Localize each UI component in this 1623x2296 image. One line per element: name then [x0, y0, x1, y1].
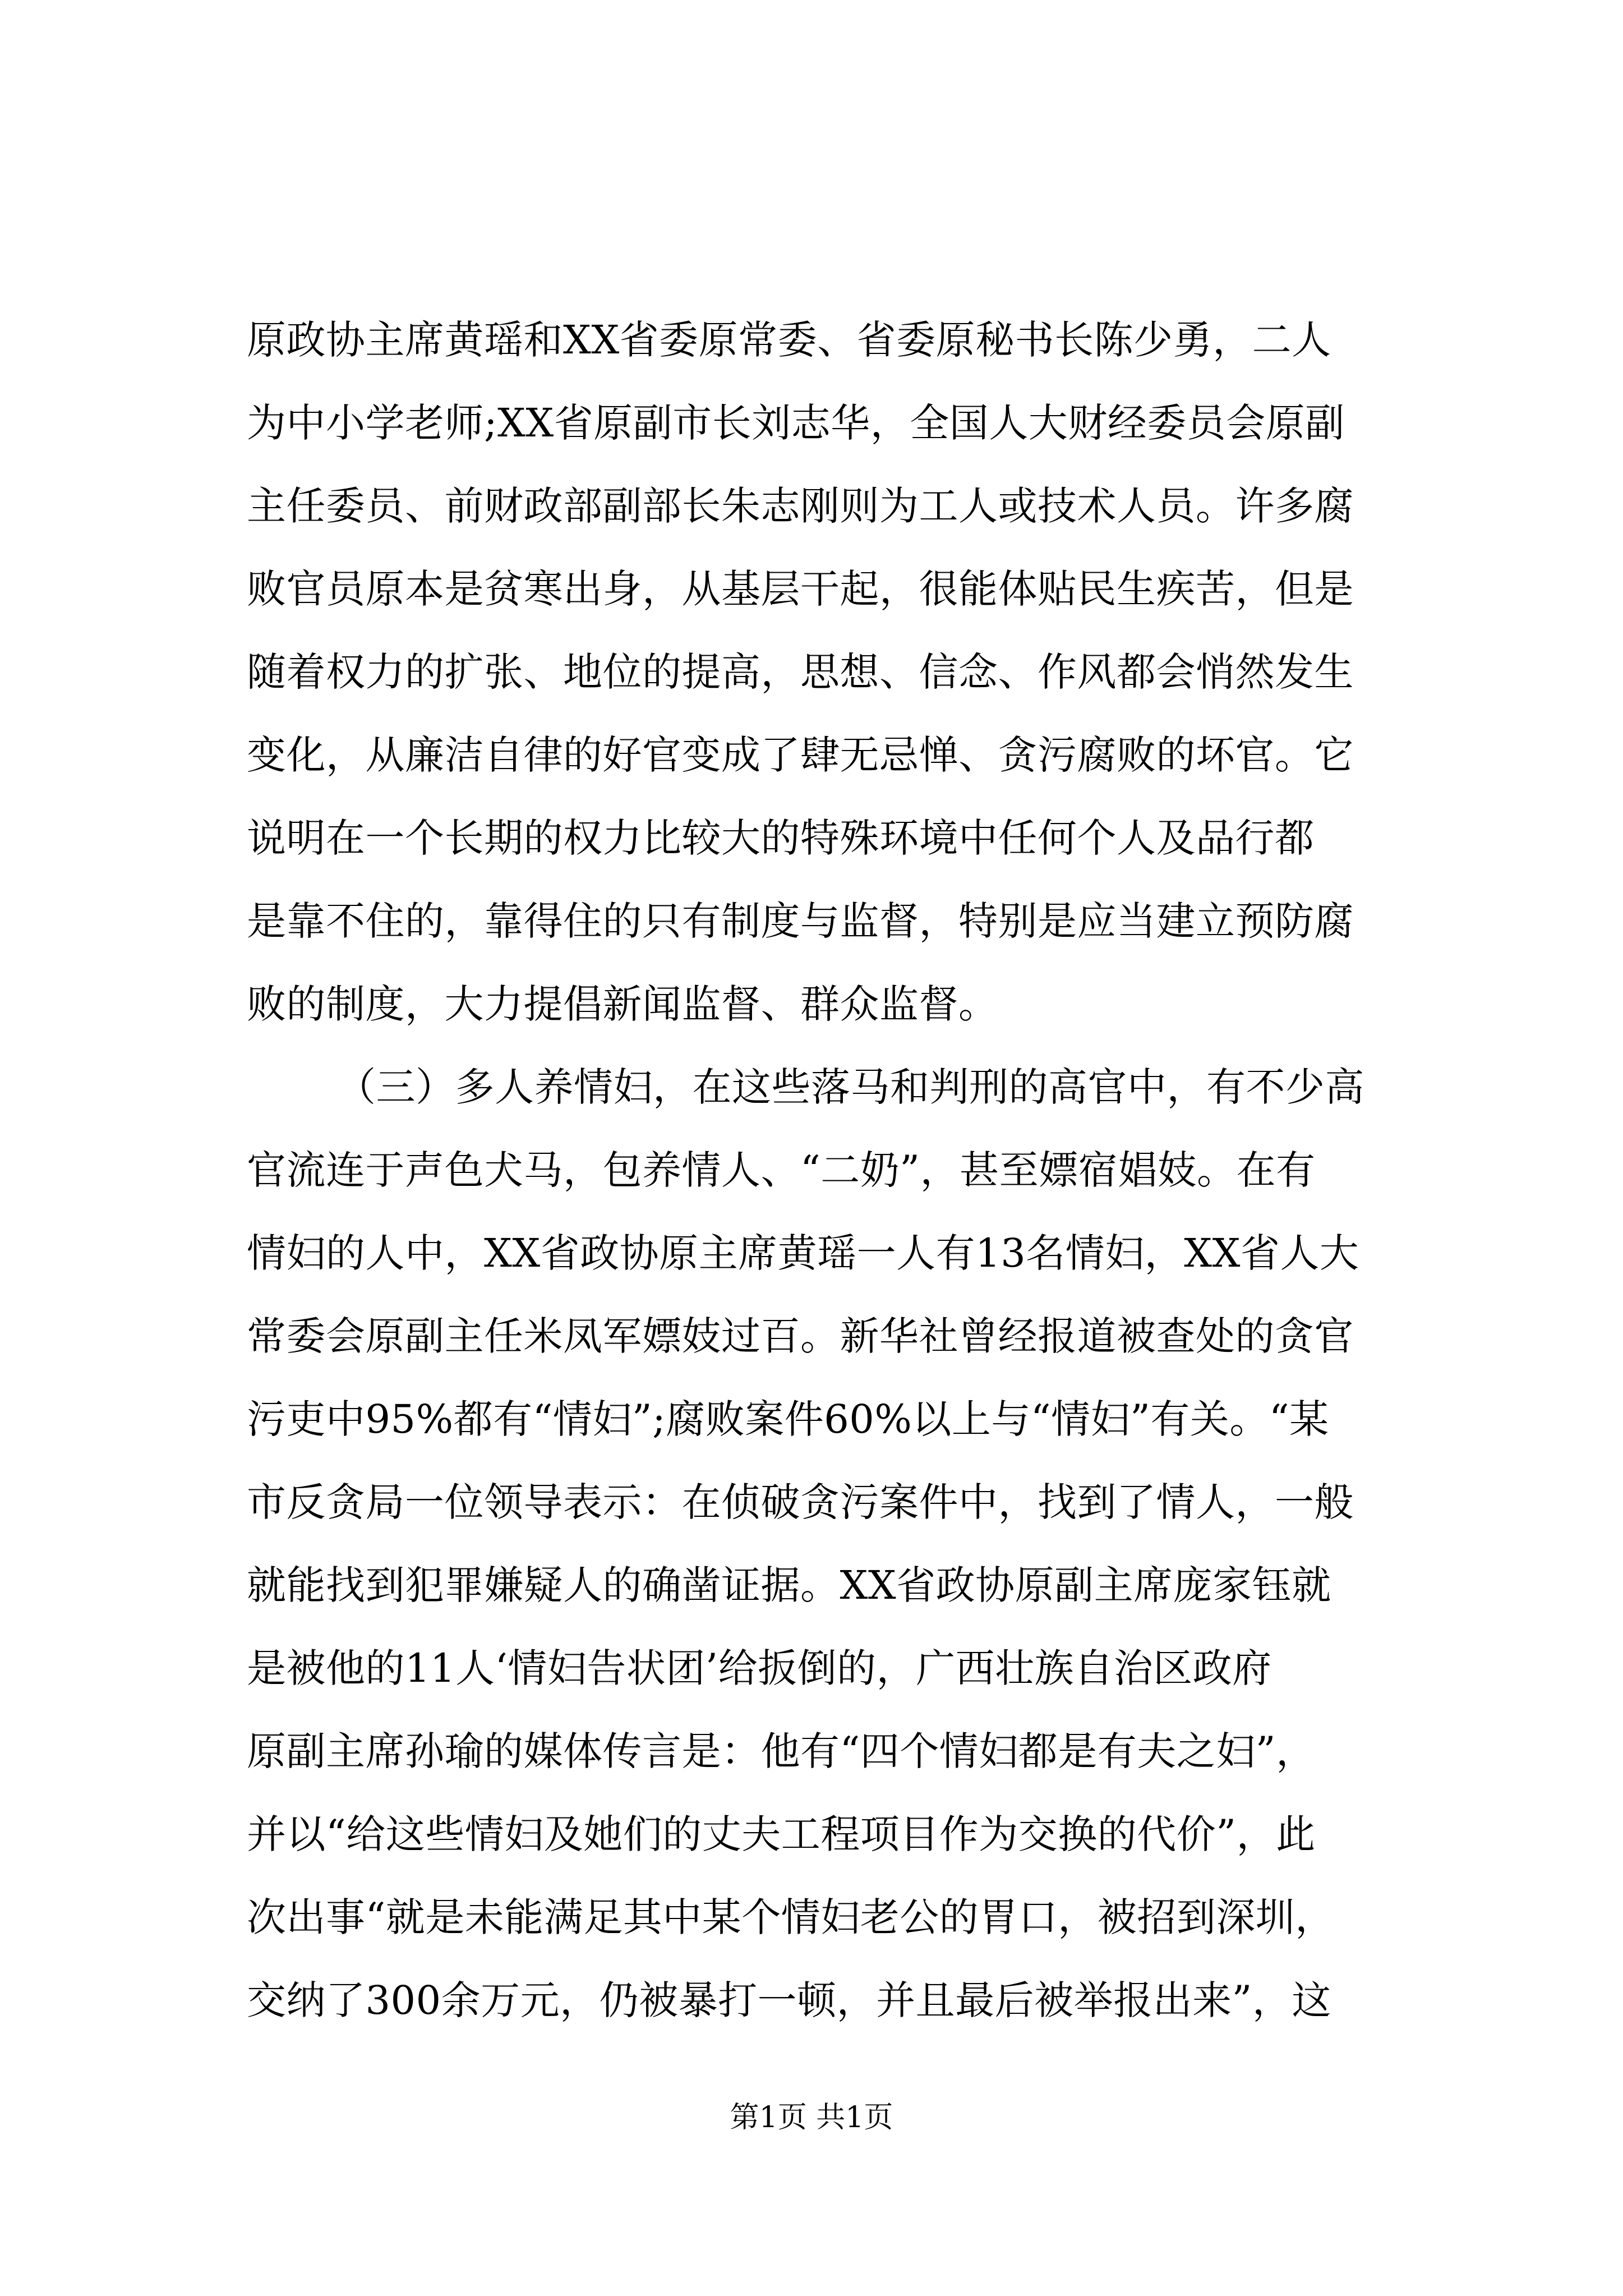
page-number-footer: 第1页 共1页: [730, 2101, 893, 2134]
text-line: 就能找到犯罪嫌疑人的确凿证据。XX省政协原副主席庞家钰就: [247, 1562, 1331, 1608]
text-line: 败官员原本是贫寒出身，从基层干起，很能体贴民生疾苦，但是: [247, 566, 1354, 612]
text-line: 是靠不住的，靠得住的只有制度与监督，特别是应当建立预防腐: [247, 898, 1354, 944]
text-line: 是被他的11人‘情妇告状团’给扳倒的，广西壮族自治区政府: [247, 1645, 1272, 1691]
text-line: 说明在一个长期的权力比较大的特殊环境中任何个人及品行都: [247, 815, 1315, 861]
text-line: 随着权力的扩张、地位的提高，思想、信念、作风都会悄然发生: [247, 649, 1354, 695]
text-line: 污吏中95%都有“情妇”;腐败案件60%以上与“情妇”有关。“某: [247, 1396, 1329, 1442]
text-line: 并以“给这些情妇及她们的丈夫工程项目作为交换的代价”，此: [247, 1811, 1316, 1857]
text-line: 常委会原副主任米凤军嫖妓过百。新华社曾经报道被查处的贪官: [247, 1313, 1354, 1359]
text-line: 市反贪局一位领导表示：在侦破贪污案件中，找到了情人，一般: [247, 1479, 1354, 1525]
text-line: 变化，从廉洁自律的好官变成了肆无忌惮、贪污腐败的坏官。它: [247, 732, 1354, 778]
text-line: 败的制度，大力提倡新闻监督、群众监督。: [247, 981, 998, 1027]
paragraph-first-line: （三）多人养情妇，在这些落马和判刑的高官中，有不少高: [336, 1064, 1364, 1110]
text-line: 主任委员、前财政部副部长朱志刚则为工人或技术人员。许多腐: [247, 483, 1354, 529]
text-line: 原副主席孙瑜的媒体传言是：他有“四个情妇都是有夫之妇”，: [247, 1728, 1316, 1774]
text-line: 官流连于声色犬马，包养情人、“二奶”，甚至嫖宿娼妓。在有: [247, 1147, 1316, 1193]
text-line: 交纳了300余万元，仍被暴打一顿，并且最后被举报出来”，这: [247, 1977, 1331, 2023]
text-line: 情妇的人中，XX省政协原主席黄瑶一人有13名情妇，XX省人大: [247, 1230, 1359, 1276]
text-line: 原政协主席黄瑶和XX省委原常委、省委原秘书长陈少勇，二人: [247, 317, 1331, 363]
text-line: 次出事“就是未能满足其中某个情妇老公的胃口，被招到深圳，: [247, 1894, 1335, 1940]
document-body: [247, 298, 1380, 2042]
text-line: 为中小学老师;XX省原副市长刘志华，全国人大财经委员会原副: [247, 400, 1345, 446]
